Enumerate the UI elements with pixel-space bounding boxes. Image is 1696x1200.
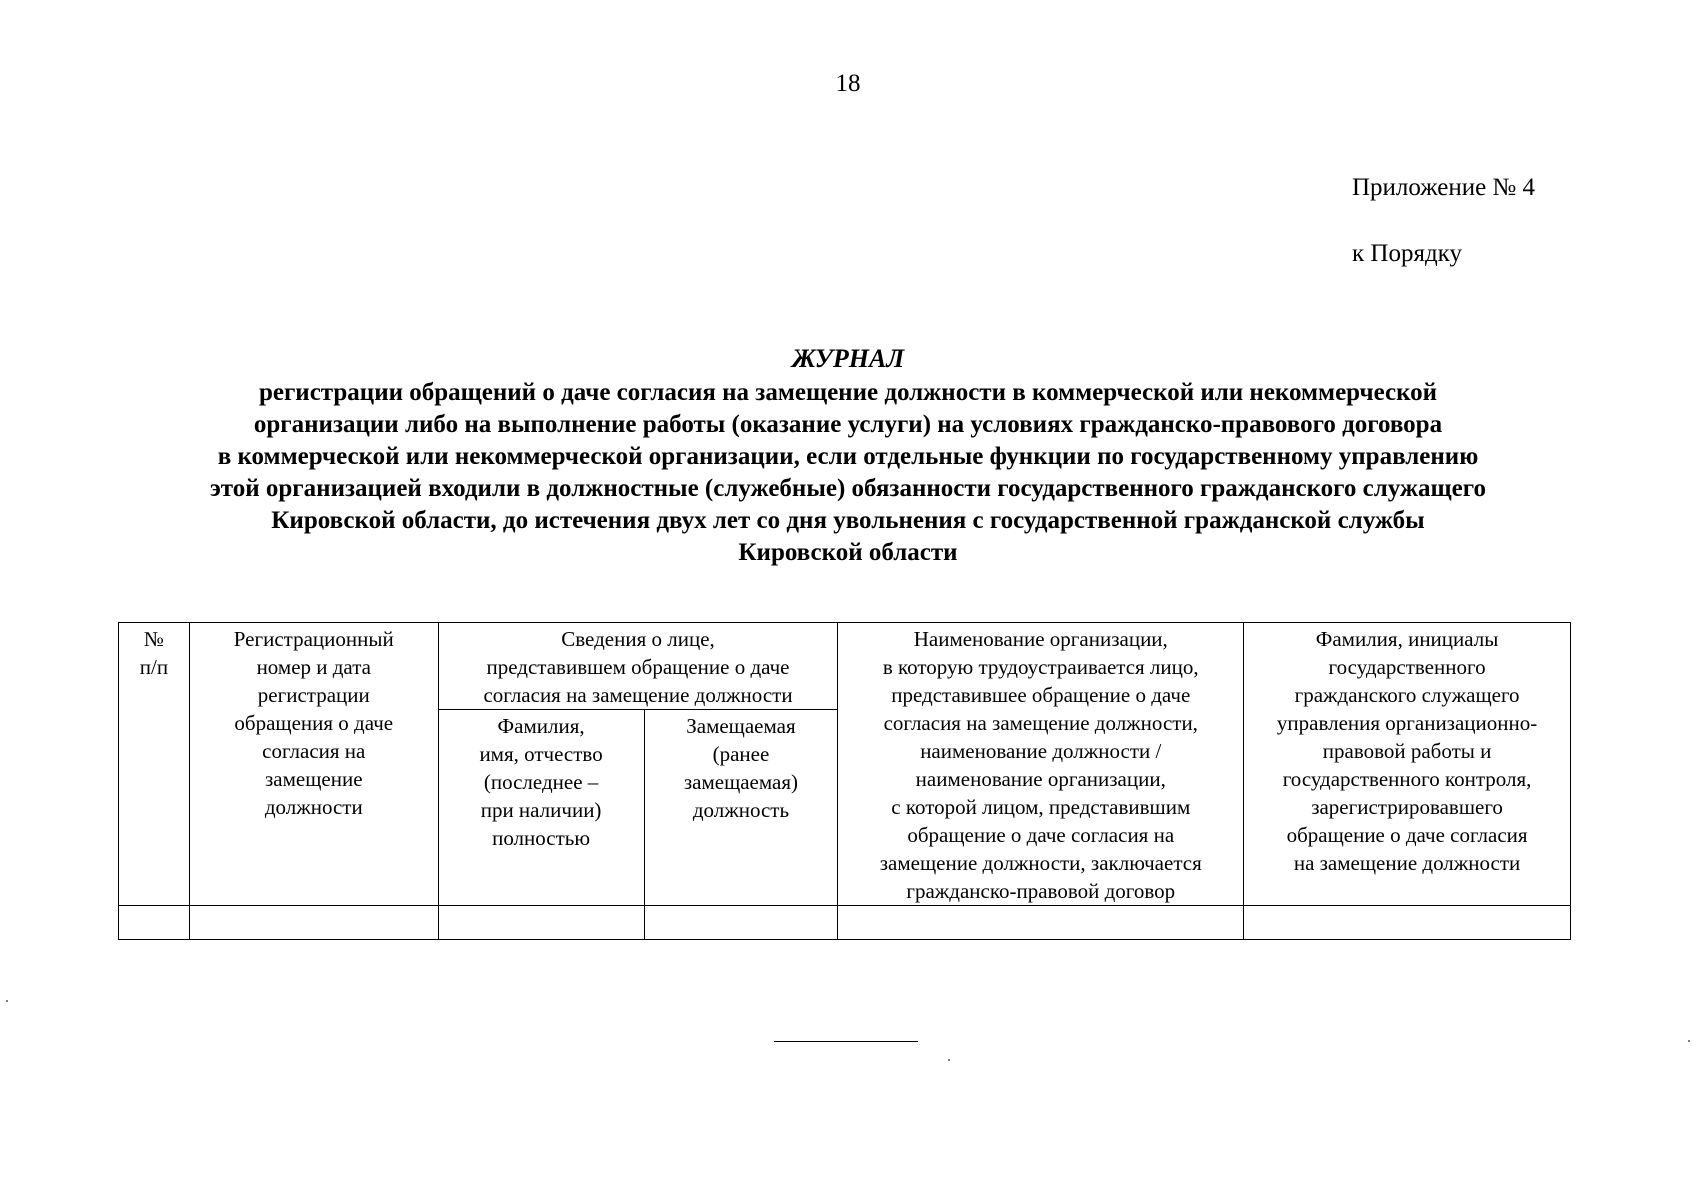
scan-speck — [1688, 1040, 1690, 1042]
journal-subtitle-line: Кировской области — [738, 539, 958, 566]
scan-speck — [948, 1059, 950, 1061]
journal-title-block — [60, 343, 1636, 569]
header-organization-name: Наименование организации, в которую трудоустраивается лицо, представившее обращение о даче согласия на замещение должности, наименование должности / наименование организации, с которой лицом, представившим обращение о даче согласия на замещение должности, заключается гражданско-правовой договор — [838, 623, 1244, 906]
table-row — [119, 906, 1571, 940]
appendix-reference: к Порядку — [1352, 240, 1462, 267]
header-person-info-group: Сведения о лице, представившем обращение о даче согласия на замещение должности — [438, 623, 838, 710]
scan-speck — [6, 1000, 8, 1002]
journal-subtitle-line: в коммерческой или некоммерческой организации, если отдельные функции по государственному управлению — [217, 443, 1479, 470]
appendix-number: Приложение № 4 — [1352, 174, 1536, 201]
page-number: 18 — [835, 70, 861, 97]
table-cell — [438, 906, 644, 940]
header-full-name: Фамилия, имя, отчество (последнее – при наличии) полностью — [438, 710, 644, 906]
table-cell — [838, 906, 1244, 940]
journal-subtitle-line: Кировской области, до истечения двух лет со дня увольнения с государственной гражданской службы — [271, 507, 1425, 534]
header-position: Замещаемая (ранее замещаемая) должность — [644, 710, 838, 906]
journal-subtitle-line: регистрации обращений о даче согласия на замещение должности в коммерческой или некоммерческой — [258, 379, 1438, 406]
journal-subtitle-line: этой организацией входили в должностные (служебные) обязанности государственного гражданского служащего — [210, 475, 1486, 502]
journal-title: ЖУРНАЛ — [791, 344, 905, 373]
table-header-row — [119, 623, 1571, 710]
table-cell — [119, 906, 190, 940]
journal-subtitle-line: организации либо на выполнение работы (оказание услуги) на условиях гражданско-правового договора — [253, 411, 1443, 438]
journal-table — [118, 622, 1571, 940]
header-registrar: Фамилия, инициалы государственного гражданского служащего управления организационно- правовой работы и государственного контроля, зарегистрировавшего обращение о даче согласия на замещение должности — [1244, 623, 1571, 906]
end-separator-line — [774, 1041, 918, 1042]
table-cell — [644, 906, 838, 940]
table-cell — [189, 906, 438, 940]
header-number: № п/п — [119, 623, 190, 906]
header-registration-number: Регистрационный номер и дата регистрации обращения о даче согласия на замещение должности — [189, 623, 438, 906]
table-cell — [1244, 906, 1571, 940]
